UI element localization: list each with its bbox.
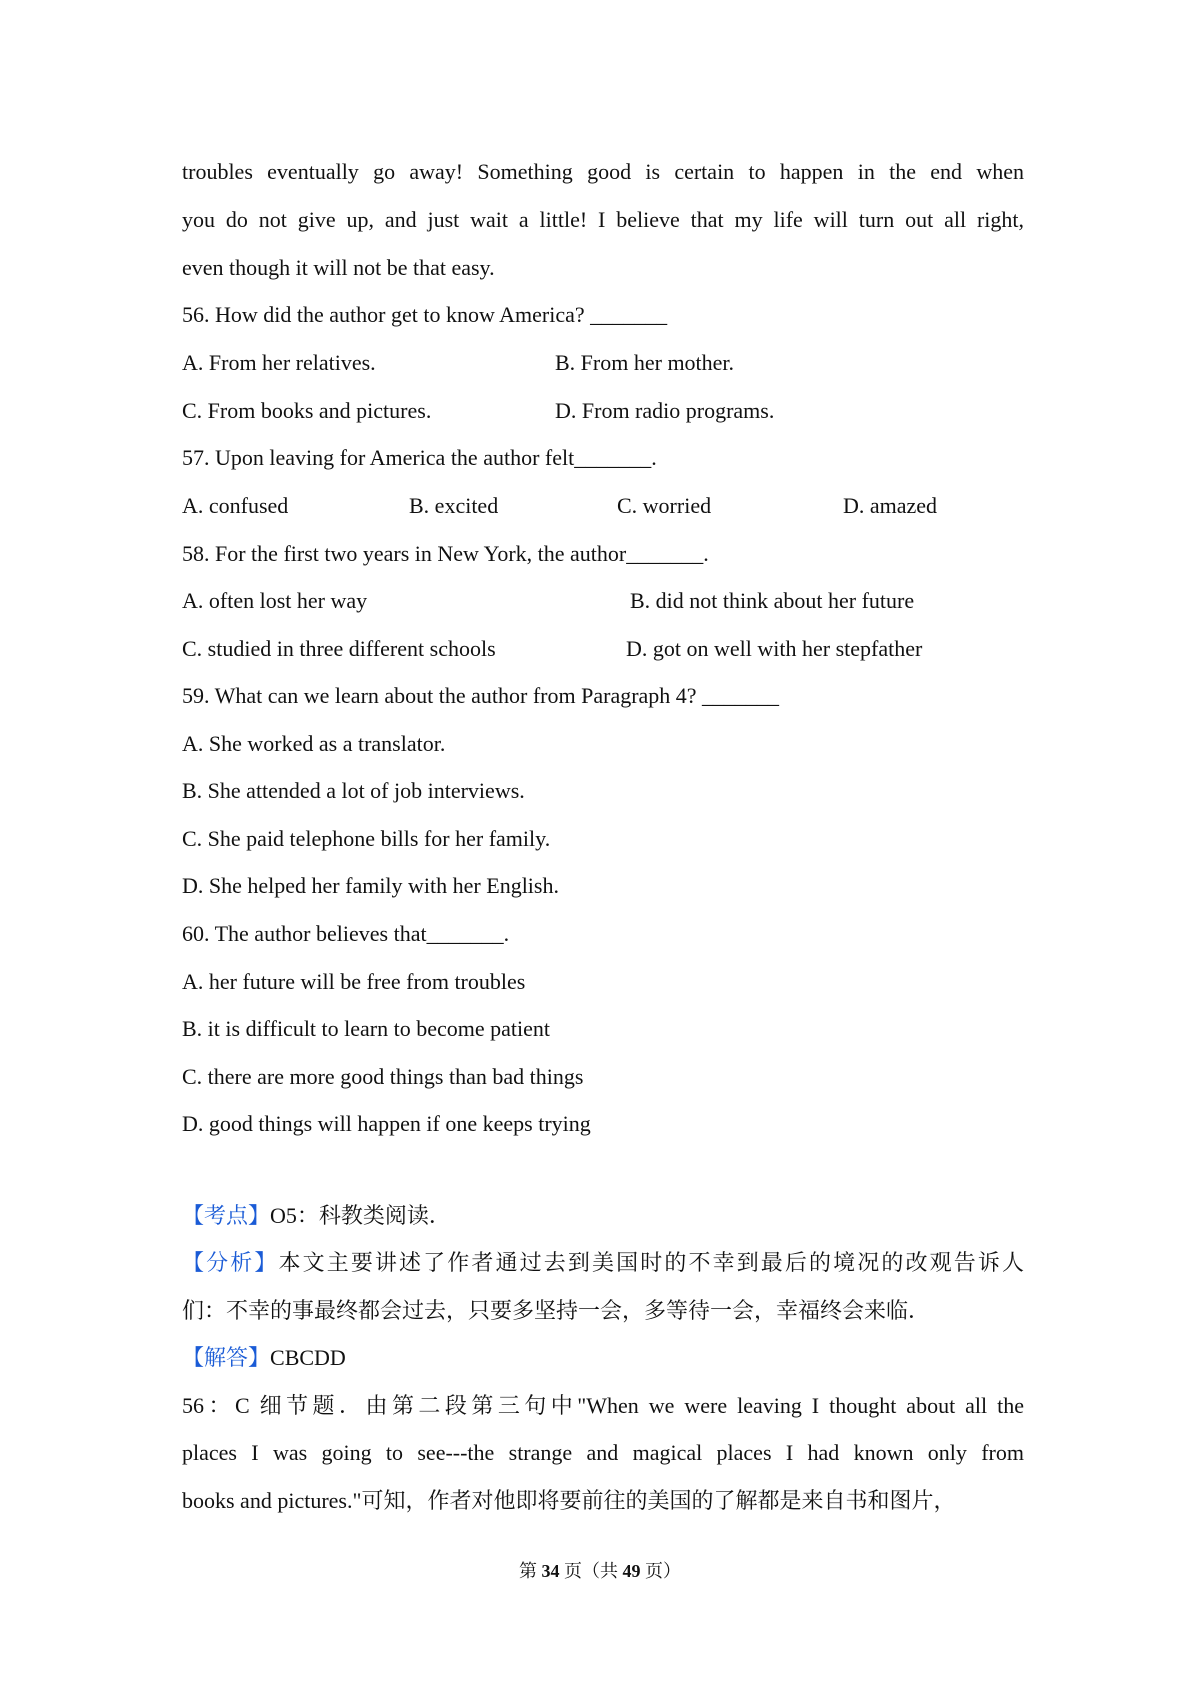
fenxi-line-2: 们：不幸的事最终都会过去，只要多坚持一会，多等待一会，幸福终会来临． [182,1298,931,1323]
question-56-stem: 56. How did the author get to know America? _______ [182,302,668,327]
passage-line: troubles eventually go away! Something good is certain to happen in the end when [182,159,1024,184]
q57-option-b: B. excited [409,493,499,518]
q60-option-d: D. good things will happen if one keeps trying [182,1111,591,1136]
q59-option-c: C. She paid telephone bills for her family. [182,826,551,851]
q58-option-d: D. got on well with her stepfather [626,636,923,661]
q56-option-c: C. From books and pictures. [182,398,432,423]
q60-option-b: B. it is difficult to learn to become patient [182,1016,551,1041]
footer-middle: 页（共 [564,1561,618,1581]
q58-option-a: A. often lost her way [182,588,368,613]
question-59-stem: 59. What can we learn about the author from Paragraph 4? _______ [182,683,780,708]
q56-option-b: B. From her mother. [555,350,735,375]
footer-suffix: 页） [645,1561,681,1581]
page-footer [0,1558,1200,1584]
explanation-line: places I was going to see---the strange and magical places I had known only from [182,1440,1024,1465]
q59-option-a: A. She worked as a translator. [182,731,446,756]
q57-option-d: D. amazed [843,493,938,518]
passage-line: you do not give up, and just wait a little! I believe that my life will turn out all right, [182,207,1024,232]
question-57-stem: 57. Upon leaving for America the author felt_______. [182,445,657,470]
question-58-stem: 58. For the first two years in New York, the author_______. [182,541,709,566]
q56-option-a: A. From her relatives. [182,350,376,375]
footer-page-number: 34 [541,1561,560,1581]
passage-line: even though it will not be that easy. [182,255,495,280]
fenxi-tag: 【分析】 [182,1250,279,1275]
question-60-stem: 60. The author believes that_______. [182,921,510,946]
explanation-line: 56：C 细节题．由第二段第三句中"When we were leaving I thought about all the [182,1393,1024,1418]
q58-option-c: C. studied in three different schools [182,636,496,661]
q59-option-d: D. She helped her family with her English. [182,873,559,898]
footer-prefix: 第 [519,1561,537,1581]
kaodian-text: O5：科教类阅读． [270,1203,451,1228]
q56-option-d: D. From radio programs. [555,398,775,423]
q60-option-a: A. her future will be free from troubles [182,969,526,994]
fenxi-text: 本文主要讲述了作者通过去到美国时的不幸到最后的境况的改观告诉人 [278,1250,1024,1275]
footer-total-pages: 49 [622,1561,641,1581]
jieda-line [182,1343,346,1373]
fenxi-line [182,1248,1024,1278]
kaodian-line [182,1201,451,1231]
q60-option-c: C. there are more good things than bad things [182,1064,584,1089]
jieda-text: CBCDD [270,1345,346,1370]
jieda-tag: 【解答】 [182,1345,271,1370]
q57-option-c: C. worried [617,493,712,518]
q58-option-b: B. did not think about her future [630,588,915,613]
explanation-line: books and pictures."可知，作者对他即将要前往的美国的了解都是来自书和图片， [182,1488,956,1513]
kaodian-tag: 【考点】 [182,1203,271,1228]
q59-option-b: B. She attended a lot of job interviews. [182,778,525,803]
q57-option-a: A. confused [182,493,289,518]
